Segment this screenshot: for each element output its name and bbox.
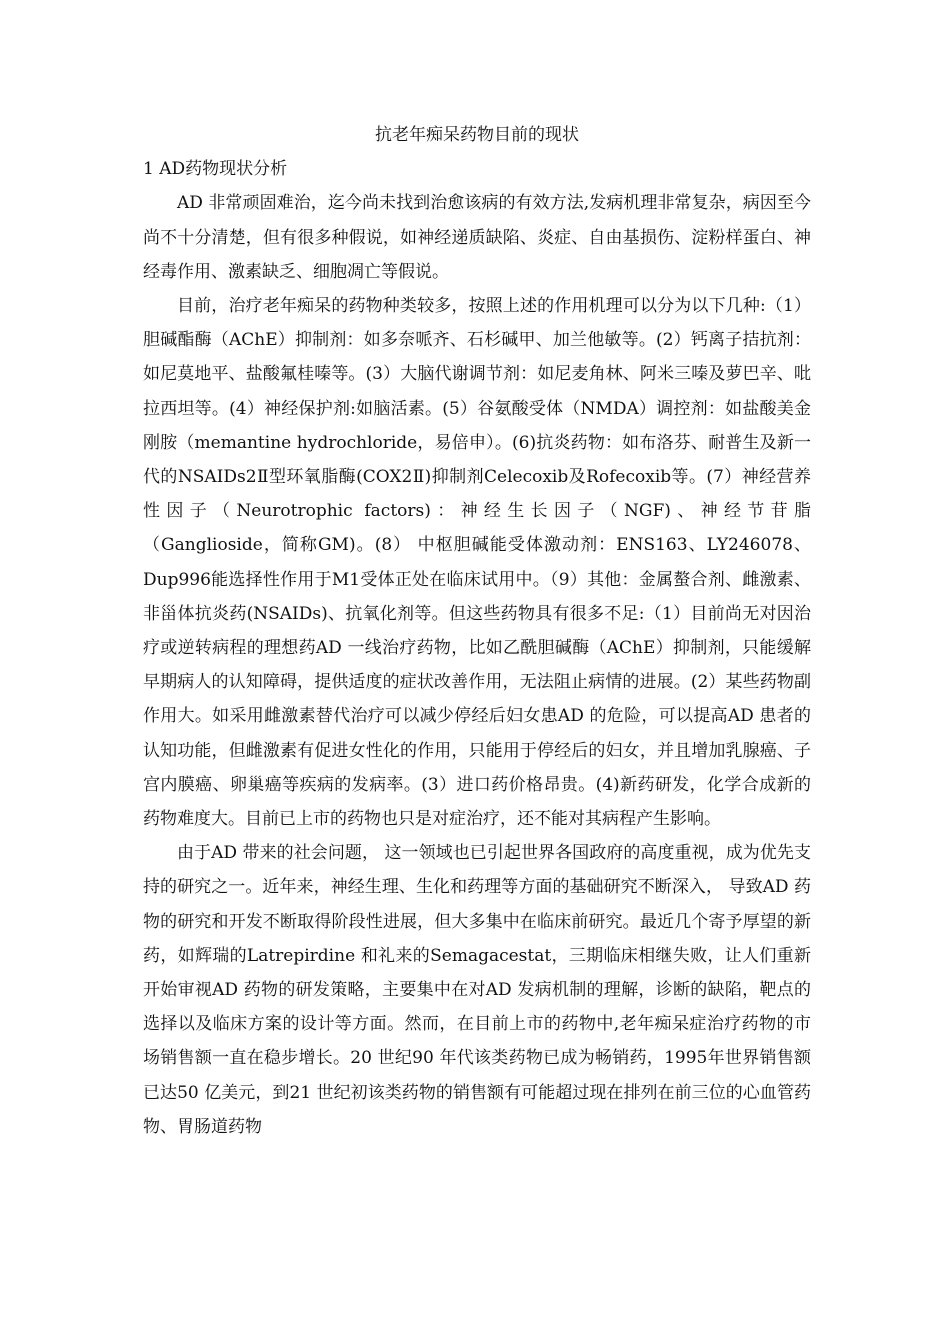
paragraph-2: 目前，治疗老年痴呆的药物种类较多，按照上述的作用机理可以分为以下几种:（1）胆碱酯酶（AChE）抑制剂：如多奈哌齐、石杉碱甲、加兰他敏等。(2）钙离子拮抗剂：如尼莫地平、盐酸氟桂嗪等。(3）大脑代谢调节剂：如尼麦角林、阿米三嗪及萝巴辛、吡拉西坦等。(4）神经保护剂:如脑活素。(5）谷氨酸受体（NMDA）调控剂：如盐酸美金刚胺（memantine hydrochloride，易倍申）。(6)抗炎药物：如布洛芬、耐普生及新一代的NSAIDs2Ⅱ型环氧脂酶(COX2Ⅱ)抑制剂Celecoxib及Rofecoxib等。(7）神经营养性因子（Neurotrophic factors)：神经生长因子（NGF)、神经节苷脂（Ganglioside，简称GM)。(8） 中枢胆碱能受体激动剂：ENS163、LY246078、Dup996能选择性作用于M1受体正处在临床试用中。（9）其他：金属螯合剂、雌激素、非甾体抗炎药(NSAIDs)、抗氧化剂等。但这些药物具有很多不足:（1）目前尚无对因治疗或逆转病程的理想药AD 一线治疗药物，比如乙酰胆碱酶（AChE）抑制剂，只能缓解早期病人的认知障碍，提供适度的症状改善作用，无法阻止病情的进展。(2）某些药物副作用大。如采用雌激素替代治疗可以减少停经后妇女患AD 的危险，可以提高AD 患者的认知功能，但雌激素有促进女性化的作用，只能用于停经后的妇女，并且增加乳腺癌、子宫内膜癌、卵巢癌等疾病的发病率。(3）进口药价格昂贵。(4)新药研发，化学合成新的药物难度大。目前已上市的药物也只是对症治疗，还不能对其病程产生影响。 — [143, 296, 811, 830]
section-heading: 1 AD药物现状分析 — [143, 159, 288, 180]
document-page — [143, 118, 811, 1144]
document-title: 抗老年痴呆药物目前的现状 — [375, 125, 579, 145]
paragraph-1: AD 非常顽固难治，迄今尚未找到治愈该病的有效方法,发病机理非常复杂，病因至今尚不十分清楚，但有很多种假说，如神经递质缺陷、炎症、自由基损伤、淀粉样蛋白、神经毒作用、激素缺乏、细胞凋亡等假说。 — [143, 193, 811, 282]
paragraph-3: 由于AD 带来的社会问题， 这一领域也已引起世界各国政府的高度重视，成为优先支持的研究之一。近年来，神经生理、生化和药理等方面的基础研究不断深入， 导致AD 药物的研究和开发不断取得阶段性进展，但大多集中在临床前研究。最近几个寄予厚望的新药，如辉瑞的Latrepirdine 和礼来的Semagacestat，三期临床相继失败，让人们重新开始审视AD 药物的研发策略，主要集中在对AD 发病机制的理解，诊断的缺陷，靶点的选择以及临床方案的设计等方面。然而，在目前上市的药物中,老年痴呆症治疗药物的市场销售额一直在稳步增长。20 世纪90 年代该类药物已成为畅销药，1995年世界销售额已达50 亿美元，到21 世纪初该类药物的销售额有可能超过现在排列在前三位的心血管药物、胃肠道药物 — [143, 843, 811, 1137]
